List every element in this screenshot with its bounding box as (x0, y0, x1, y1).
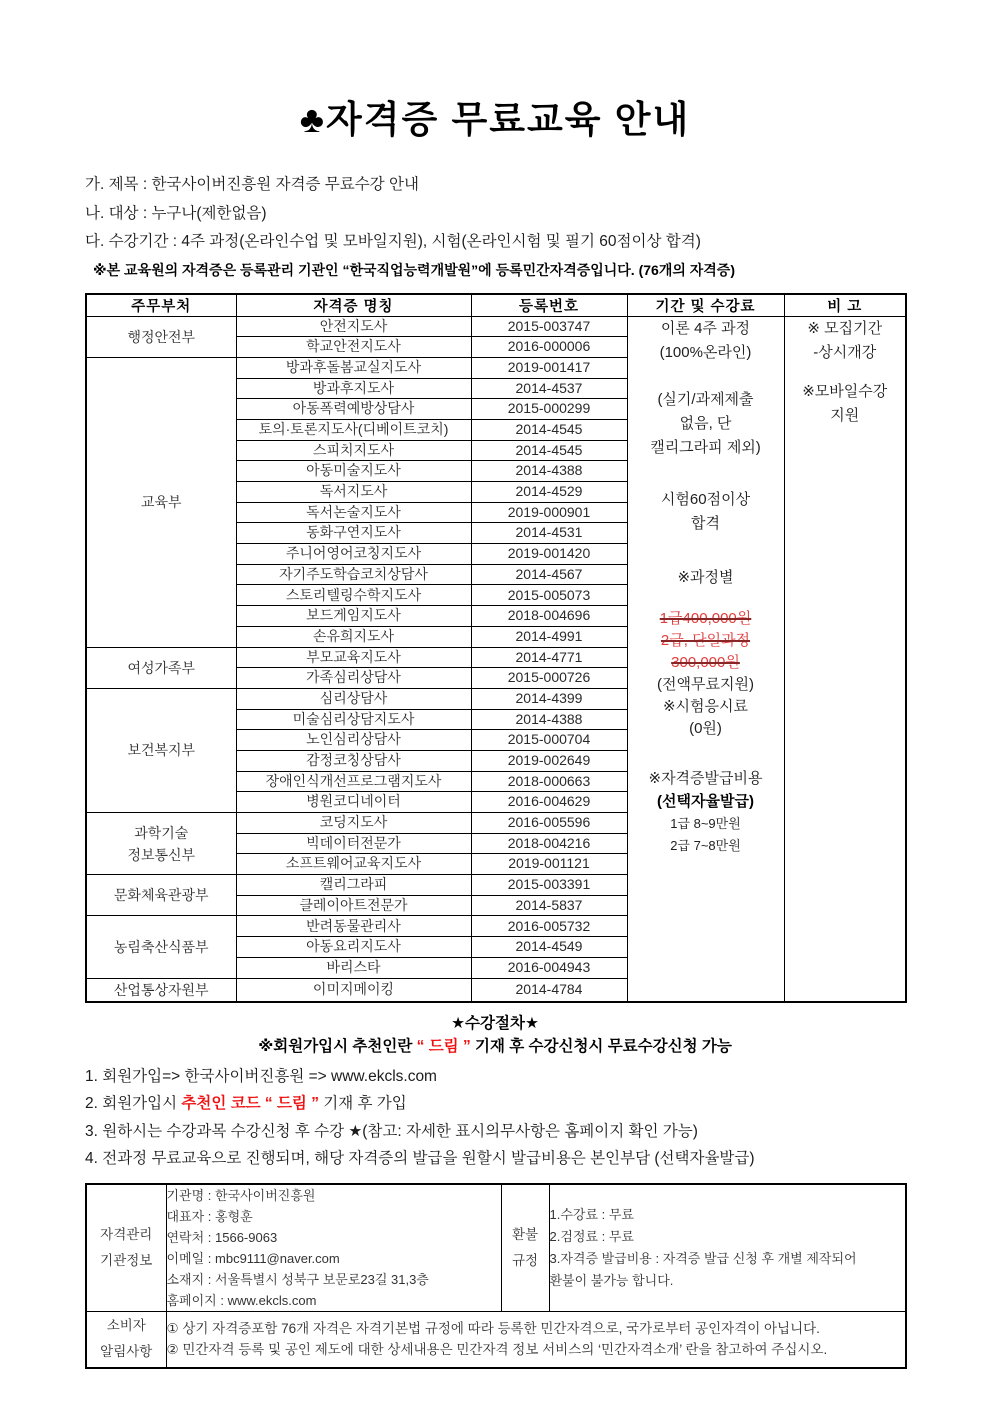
cert-name-cell: 학교안전지도사 (236, 337, 471, 358)
regno-cell: 2014-4784 (471, 978, 627, 1002)
ministry-cell (86, 916, 236, 978)
cert-name-cell: 바리스타 (236, 957, 471, 978)
institution-info-table (85, 1183, 907, 1370)
regno-cell: 2016-005596 (471, 813, 627, 834)
label-line: 소비자 (106, 1318, 146, 1334)
regno-cell: 2014-5837 (471, 895, 627, 916)
cert-name-cell: 심리상담사 (236, 688, 471, 709)
info-row-consumer (86, 1311, 906, 1368)
document-content (85, 95, 905, 1369)
cert-name-cell: 반려동물관리사 (236, 916, 471, 937)
procedure-step (85, 1145, 905, 1173)
org-info-line: 대표자 : 홍형훈 (166, 1208, 253, 1224)
cert-name-cell: 독서논술지도사 (236, 502, 471, 523)
cert-name-cell: 손유희지도사 (236, 626, 471, 647)
info-row-institution (86, 1184, 906, 1312)
cert-name-cell: 감정코칭상담사 (236, 750, 471, 771)
cert-name-cell: 노인심리상담사 (236, 730, 471, 751)
procedure-step (85, 1118, 905, 1146)
cert-name-cell: 스토리텔링수학지도사 (236, 585, 471, 606)
regno-cell: 2019-001417 (471, 357, 627, 378)
cert-name-cell: 부모교육지도사 (236, 647, 471, 668)
fee-line: ※자격증발급비용 (648, 769, 763, 787)
regno-cell: 2015-000299 (471, 399, 627, 420)
text-segment: 추천인 코드 “ 드림 ” (181, 1095, 319, 1112)
regno-cell: 2014-4567 (471, 564, 627, 585)
ministry-cell (86, 978, 236, 1002)
fee-line: 이론 4주 과정 (660, 319, 751, 337)
text-segment: 3. 원하시는 수강과목 수강신청 후 수강 ★(참고: 자세한 표시의무사항은 홈페이지 확인 가능) (85, 1122, 698, 1140)
cert-name-cell: 빅데이터전문가 (236, 833, 471, 854)
label-line: 산업통상자원부 (113, 981, 209, 998)
refund-line: 환불이 불가능 합니다. (549, 1272, 674, 1288)
regno-cell: 2014-4991 (471, 626, 627, 647)
label-line: 과학기술 (134, 824, 189, 841)
refund-line: 3.자격증 발급비용 : 자격증 발급 신청 후 개별 제작되어 (549, 1250, 857, 1266)
org-info-label (86, 1184, 166, 1312)
intro-line: 가. 제목 : 한국사이버진흥원 자격증 무료수강 안내 (85, 176, 419, 193)
org-info-line: 연락처 : 1566-9063 (166, 1229, 278, 1245)
fee-line: 없음, 단 (679, 414, 732, 432)
ministry-cell (86, 647, 236, 688)
cert-name-cell: 독서지도사 (236, 482, 471, 503)
fee-line: 2급 7~8만원 (670, 837, 741, 853)
label-line: 문화체육관광부 (113, 887, 209, 904)
column-header-fee: 기간 및 수강료 (627, 294, 784, 317)
fee-line: 합격 (691, 514, 720, 532)
fee-cell (627, 316, 784, 1002)
remark-line: ※모바일수강 (802, 382, 888, 400)
regno-cell: 2015-000726 (471, 668, 627, 689)
regno-cell: 2016-000006 (471, 337, 627, 358)
column-header-remark: 비 고 (784, 294, 906, 317)
consumer-notice-label (86, 1311, 166, 1368)
column-header-cert-name: 자격증 명칭 (236, 294, 471, 317)
label-line: 보건복지부 (127, 742, 196, 759)
procedure-steps (85, 1063, 905, 1173)
certificate-table (85, 293, 907, 1003)
column-header-regno: 등록번호 (471, 294, 627, 317)
regno-cell: 2019-001121 (471, 854, 627, 875)
refund-line: 1.수강료 : 무료 (549, 1206, 634, 1222)
regno-cell: 2014-4549 (471, 937, 627, 958)
org-info-line: 이메일 : mbc9111@naver.com (166, 1250, 340, 1266)
regno-cell: 2014-4399 (471, 688, 627, 709)
ministry-cell (86, 875, 236, 916)
spacer (628, 460, 784, 488)
refund-policy-label (501, 1184, 549, 1312)
label-line: 환불 (511, 1226, 539, 1242)
regno-cell: 2019-000901 (471, 502, 627, 523)
regno-cell: 2016-005732 (471, 916, 627, 937)
label-line: 기관정보 (100, 1252, 153, 1268)
ministry-cell (86, 688, 236, 812)
regno-cell: 2018-004216 (471, 833, 627, 854)
cert-name-cell: 아동요리지도사 (236, 937, 471, 958)
text-segment: 기재 후 가입 (318, 1095, 407, 1112)
fee-line: (전액무료지원) (657, 675, 754, 693)
fee-line: 1급 8~9만원 (670, 815, 741, 831)
column-header-ministry: 주무부처 (86, 294, 236, 317)
fee-line: ※시험응시료 (662, 697, 749, 715)
cert-name-cell: 동화구연지도사 (236, 523, 471, 544)
label-line: 행정안전부 (127, 328, 196, 345)
regno-cell: 2016-004629 (471, 792, 627, 813)
regno-cell: 2014-4771 (471, 647, 627, 668)
regno-cell: 2016-004943 (471, 957, 627, 978)
consumer-notice-cell (166, 1311, 906, 1368)
consumer-line: ② 민간자격 등록 및 공인 제도에 대한 상세내용은 민간자격 정보 서비스의 ‘민간자격소개’ 란을 참고하여 주십시오. (166, 1342, 828, 1358)
consumer-line: ① 상기 자격증포함 76개 자격은 자격기본법 규정에 따라 등록한 민간자격으로, 국가로부터 공인자격이 아닙니다. (166, 1320, 820, 1336)
text-segment: ※회원가입시 추천인란 (258, 1037, 417, 1055)
regno-cell: 2015-003391 (471, 875, 627, 896)
regno-cell: 2014-4388 (471, 709, 627, 730)
regno-cell: 2015-000704 (471, 730, 627, 751)
fee-line: (선택자율발급) (657, 792, 754, 810)
ministry-cell (86, 357, 236, 647)
text-segment: 1. 회원가입=> 한국사이버진흥원 => www.ekcls.com (85, 1067, 437, 1085)
intro-line: 나. 대상 : 누구나(제한없음) (85, 204, 267, 222)
remark-line: ※ 모집기간 (807, 319, 883, 337)
regno-cell: 2014-4531 (471, 523, 627, 544)
fee-line: (실기/과제제출 (657, 390, 754, 408)
text-segment: “ 드림 ” (416, 1037, 471, 1055)
cert-name-cell: 장애인식개선프로그램지도사 (236, 771, 471, 792)
spacer (628, 365, 784, 388)
label-line: 알림사항 (100, 1344, 153, 1360)
table-header-row (86, 294, 906, 317)
label-line: 여성가족부 (127, 659, 196, 676)
label-line: 규정 (511, 1252, 539, 1268)
fee-line: 2급, 단일과정 (660, 631, 751, 649)
regno-cell: 2018-000663 (471, 771, 627, 792)
cert-name-cell: 아동미술지도사 (236, 461, 471, 482)
fee-line: 캘리그라피 제외) (650, 438, 761, 456)
procedure-subheading (85, 1035, 905, 1059)
regno-cell: 2018-004696 (471, 606, 627, 627)
cert-name-cell: 소프트웨어교육지도사 (236, 854, 471, 875)
cert-name-cell: 주니어영어코칭지도사 (236, 544, 471, 565)
fee-line: ※과정별 (677, 568, 734, 586)
intro-line: 다. 수강기간 : 4주 과정(온라인수업 및 모바일지원), 시험(온라인시험 및 필기 60점이상 합격) (85, 233, 701, 250)
intro-section (85, 171, 905, 257)
spacer (785, 365, 906, 380)
text-segment: 2. 회원가입시 (85, 1095, 182, 1112)
refund-policy-cell (549, 1184, 906, 1312)
fee-line: (0원) (689, 719, 722, 737)
label-line: 농림축산식품부 (113, 938, 209, 955)
label-line: 정보통신부 (127, 846, 196, 863)
spacer (628, 536, 784, 566)
cert-name-cell: 미술심리상담지도사 (236, 709, 471, 730)
label-line: 자격관리 (100, 1226, 153, 1242)
ministry-cell (86, 316, 236, 357)
fee-line: 시험60점이상 (660, 490, 751, 508)
org-info-cell (166, 1184, 501, 1312)
cert-name-cell: 방과후지도사 (236, 378, 471, 399)
regno-cell: 2019-002649 (471, 750, 627, 771)
text-segment: 4. 전과정 무료교육으로 진행되며, 해당 자격증의 발급을 원할시 발급비용은 본인부담 (선택자율발급) (85, 1150, 755, 1167)
registration-note: ※본 교육원의 자격증은 등록관리 기관인 “한국직업능력개발원”에 등록민간자격증입니다. (76개의 자격증) (93, 261, 735, 278)
remark-line: 지원 (830, 406, 860, 424)
fee-line: 1급400,000원 (659, 609, 752, 627)
fee-line: (100%온라인) (659, 343, 752, 361)
cert-name-cell: 캘리그라피 (236, 875, 471, 896)
cert-name-cell: 보드게임지도사 (236, 606, 471, 627)
remark-cell (784, 316, 906, 1002)
regno-cell: 2015-005073 (471, 585, 627, 606)
fee-line: 300,000원 (671, 653, 740, 671)
remark-line: -상시개강 (813, 343, 877, 361)
table-row (86, 316, 906, 337)
label-line: 교육부 (140, 494, 182, 511)
spacer (628, 590, 784, 608)
regno-cell: 2019-001420 (471, 544, 627, 565)
spacer (628, 740, 784, 767)
cert-name-cell: 가족심리상담사 (236, 668, 471, 689)
cert-name-cell: 안전지도사 (236, 316, 471, 337)
ministry-cell (86, 813, 236, 875)
regno-cell: 2015-003747 (471, 316, 627, 337)
org-info-line: 홈페이지 : www.ekcls.com (166, 1292, 317, 1308)
text-segment: 기재 후 수강신청시 무료수강신청 가능 (470, 1037, 732, 1055)
regno-cell: 2014-4529 (471, 482, 627, 503)
procedure-heading: ★수강절차★ (451, 1014, 539, 1032)
regno-cell: 2014-4545 (471, 440, 627, 461)
page-title: ♣자격증 무료교육 안내 (299, 99, 691, 140)
regno-cell: 2014-4545 (471, 419, 627, 440)
procedure-step (85, 1090, 905, 1118)
regno-cell: 2014-4388 (471, 461, 627, 482)
cert-name-cell: 클레이아트전문가 (236, 895, 471, 916)
org-info-line: 기관명 : 한국사이버진흥원 (166, 1187, 316, 1203)
cert-name-cell: 이미지메이킹 (236, 978, 471, 1002)
cert-name-cell: 아동폭력예방상담사 (236, 399, 471, 420)
cert-name-cell: 병원코디네이터 (236, 792, 471, 813)
procedure-step (85, 1063, 905, 1091)
refund-line: 2.검정료 : 무료 (549, 1228, 634, 1244)
org-info-line: 소재지 : 서울특별시 성북구 보문로23길 31,3층 (166, 1271, 429, 1287)
cert-name-cell: 코딩지도사 (236, 813, 471, 834)
cert-name-cell: 토의·토론지도사(디베이트코치) (236, 419, 471, 440)
cert-name-cell: 스피치지도사 (236, 440, 471, 461)
regno-cell: 2014-4537 (471, 378, 627, 399)
cert-name-cell: 방과후돌봄교실지도사 (236, 357, 471, 378)
cert-name-cell: 자기주도학습코치상담사 (236, 564, 471, 585)
